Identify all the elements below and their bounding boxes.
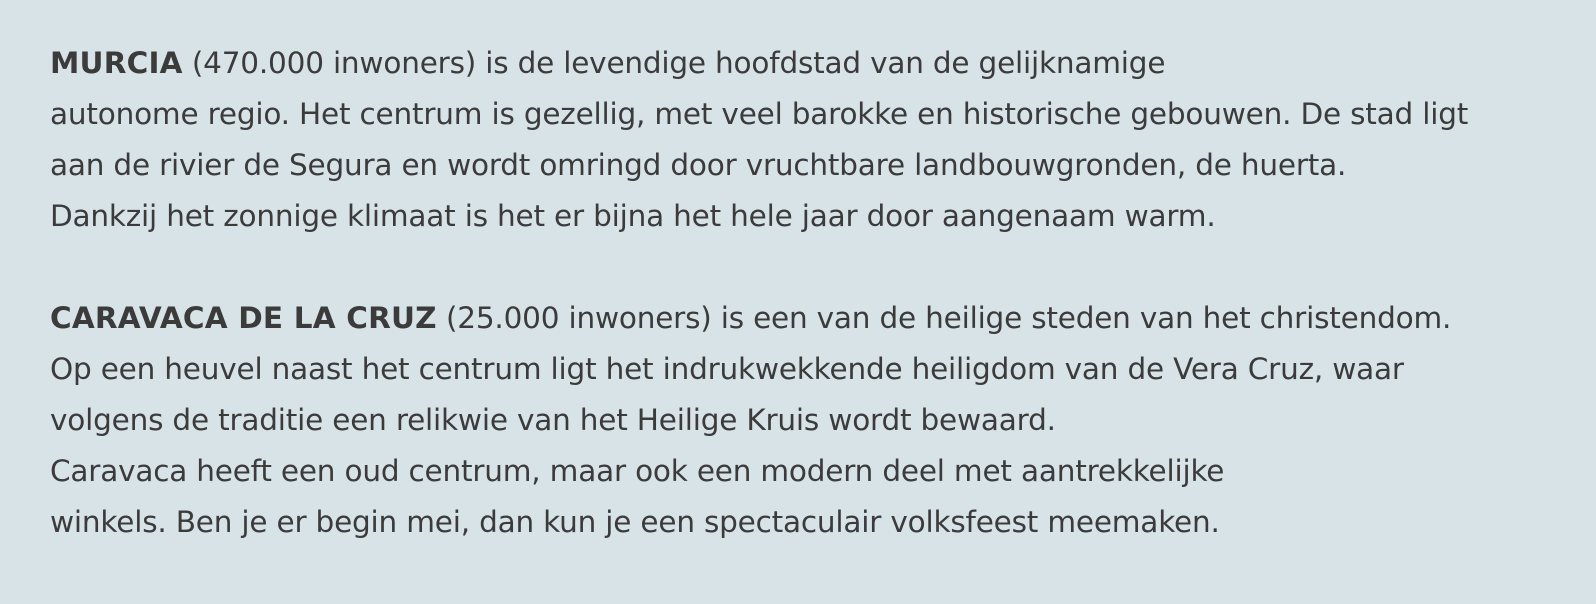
city-name-caravaca-de-la-cruz: CARAVACA DE LA CRUZ <box>50 301 437 335</box>
paragraph-caravaca-line-1-text: (25.000 inwoners) is een van de heilige steden van het christendom. <box>436 301 1452 335</box>
paragraph-caravaca-de-la-cruz <box>50 293 1546 548</box>
paragraph-caravaca-line-4: Caravaca heeft een oud centrum, maar ook een modern deel met aantrekkelijke <box>50 454 1225 488</box>
paragraph-murcia-line-1 <box>50 38 1546 89</box>
paragraph-caravaca-line-2: Op een heuvel naast het centrum ligt het indrukwekkende heiligdom van de Vera Cruz, waar <box>50 352 1404 386</box>
paragraph-murcia-line-3: aan de rivier de Segura en wordt omringd door vruchtbare landbouwgronden, de huerta. <box>50 148 1347 182</box>
paragraph-caravaca-line-5: winkels. Ben je er begin mei, dan kun je een spectaculair volksfeest meemaken. <box>50 505 1220 539</box>
paragraph-murcia <box>50 38 1546 242</box>
paragraph-murcia-line-1-text: (470.000 inwoners) is de levendige hoofdstad van de gelijknamige <box>182 46 1166 80</box>
paragraph-murcia-line-4: Dankzij het zonnige klimaat is het er bijna het hele jaar door aangenaam warm. <box>50 199 1216 233</box>
paragraph-caravaca-line-1 <box>50 293 1546 344</box>
city-name-murcia: MURCIA <box>50 46 183 80</box>
paragraph-caravaca-line-3: volgens de traditie een relikwie van het Heilige Kruis wordt bewaard. <box>50 403 1056 437</box>
paragraph-murcia-line-2: autonome regio. Het centrum is gezellig, met veel barokke en historische gebouwen. De stad ligt <box>50 97 1469 131</box>
